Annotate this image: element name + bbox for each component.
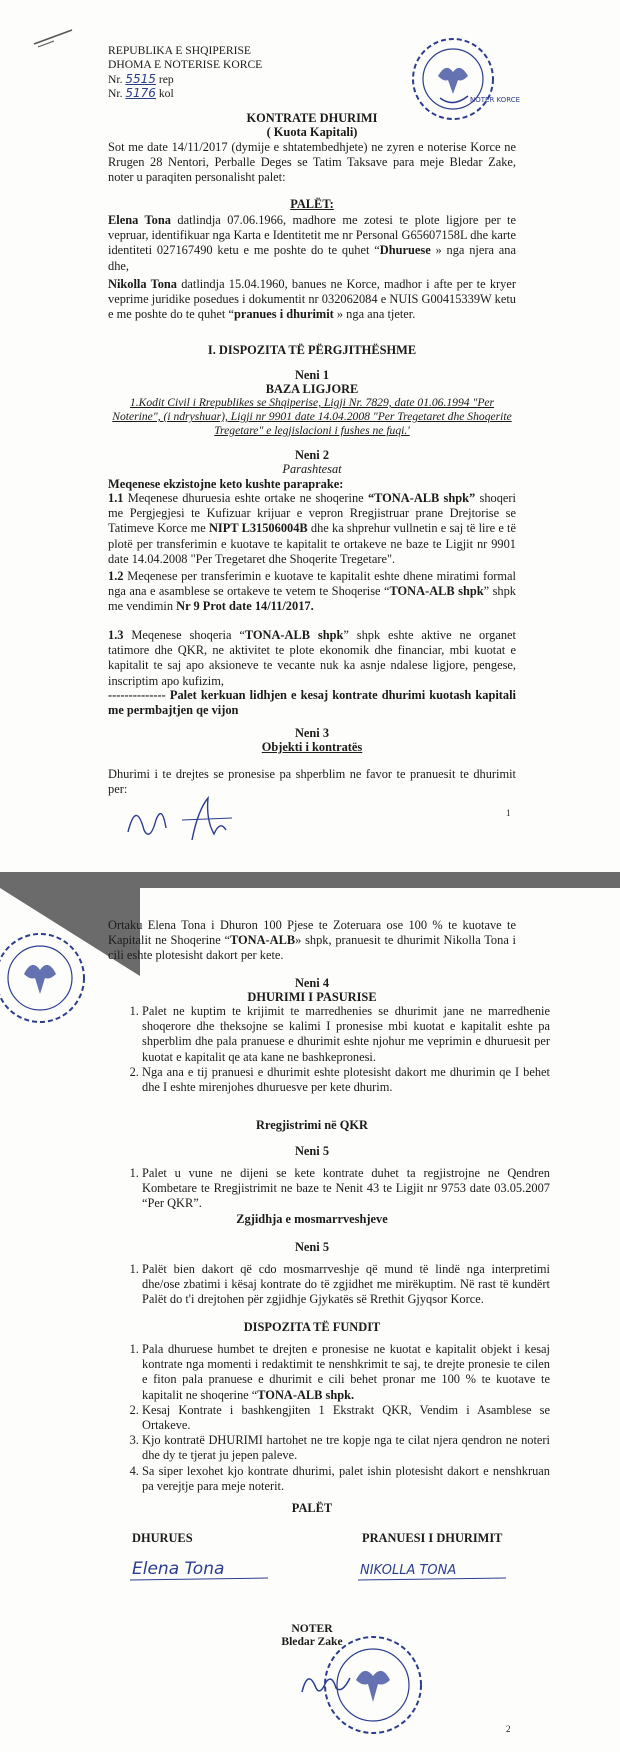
list-item: 1. Palët bien dakort që cdo mosmarrveshje që mund të lindë nga interpretimi dhe/ose zbatimi i kësaj kontrate do të zgjidhet me mirëkuptim. Në rast të kundërt Palët do t'i drejtohen për zgjidhje Gjykatës së Rrethit Gjyqsor Korce. [142, 1262, 550, 1308]
neni2-clause-1-2: 1.2 Meqenese per transferimin e kuotave te kapitalit eshte dhene miratimi formal nga ana e asamblese se ortakeve te vetem te Shoqerise “TONA-ALB shpk” shpk me vendimin Nr 9 Prot date 14/11/2017. [108, 569, 516, 614]
seal-text: NOTER KORCE [470, 96, 521, 104]
final-heading: DISPOZITA TË FUNDIT [243, 1320, 381, 1334]
neni1-text: 1.Kodit Civil i Rrepublikes se Shqiperise, Ligji Nr. 7829, date 01.06.1994 "Per Noterine", (i ndryshuar), Ligji nr 9901 date 14.04.2008 "Per Tregetaret dhe Shoqerite Tregetare" e legjislacioni i fushes ne fuqi.' [112, 396, 512, 437]
intro-paragraph: Sot me date 14/11/2017 (dymije e shtatembedhjete) ne zyren e noterise Korce ne Rrugen 28 Nentori, Perballe Deges se Tatim Taksave para meje Bledar Zake, noter u paraqiten personalisht palet: [108, 140, 516, 185]
list-item: 2. Kesaj Kontrate i bashkengjiten 1 Ekstrakt QKR, Vendim i Asamblese se Ortakeve. [142, 1403, 550, 1433]
contract-title: KONTRATE DHURIMI [246, 111, 378, 125]
list-item: 1. Palet ne kuptim te krijimit te marredhenies se dhurimit jane ne marredhenie shoqerore dhe theksojne se kalimi I pronesise mbi kuotat e kapitalit eshte pa shperblim dhe pala pranuese e dhurimit eshte njohur me veprimin e dhuruesit per kuotat e kapitalit qe ata kane ne bashkepronesi. [142, 1004, 550, 1065]
header-nr-rep: Nr. 5515 rep [108, 72, 174, 86]
header-chamber: DHOMA E NOTERISE KORCE [108, 58, 263, 71]
neni2-title: Parashtesat [282, 462, 342, 476]
neni4-list [108, 1004, 550, 1095]
header-nr-kol: Nr. 5176 kol [108, 86, 174, 100]
neni2-clause-1-1: 1.1 Meqenese dhuruesia eshte ortake ne shoqerine “TONA-ALB shpk” shoqeri me Pergjegjesi te Kufizuar krijuar e vepron Rregjistruar prane Drejtorise se Tatimeve Korce me NIPT L31506004B dhe ka shprehur vullnetin e saj të lire e të plotë per transferimin e kuotave te kapitalit te ortakeve ne baze te Ligjit nr 9901 date 14.04.2008 "Per Tregetaret dhe Shoqerite Tregetare". [108, 491, 516, 566]
recipient-signature [356, 1548, 516, 1593]
signatures-heading: PALËT [291, 1501, 333, 1515]
neni5a-list [108, 1166, 550, 1212]
nr-rep-value: 5515 [125, 72, 156, 86]
neni3-text: Dhurimi i te drejtes se pronesise pa shperblim ne favor te pranuesit te dhurimit per: [108, 767, 516, 797]
notary-name: Bledar Zake [281, 1635, 343, 1648]
svg-text:NIKOLLA TONA: NIKOLLA TONA [360, 1563, 457, 1578]
contract-subtitle: ( Kuota Kapitali) [266, 125, 358, 139]
notary-label: NOTER [291, 1622, 333, 1635]
neni5b-list [108, 1262, 550, 1308]
donor-signature [128, 1548, 278, 1593]
document-page-2 [0, 888, 620, 1752]
page-number-2: 2 [506, 1724, 511, 1734]
donor-label: DHURUES [132, 1531, 193, 1545]
neni3-title: Objekti i kontratës [261, 740, 363, 754]
dispute-heading: Zgjidhja e mosmarrveshjeve [236, 1212, 388, 1226]
list-item: 4. Sa siper lexohet kjo kontrate dhurimi, palet ishin plotesisht dakort e nenshkruan pa verejtje para meje noterit. [142, 1464, 550, 1494]
neni1-title: BAZA LIGJORE [265, 382, 359, 396]
donor-paragraph: Elena Tona datlindja 07.06.1966, madhore me zotesi te plote ligjore per te vepruar, identifikuar nga Karta e Identitetit me nr Personal G65607158L dhe karte identiteti 027167490 ketu e me poshte do te quhet “Dhuruese » nga njera ana dhe, [108, 213, 517, 273]
list-item: 1. Palet u vune ne dijeni se kete kontrate duhet ta regjistrojne ne Qendren Kombetare te Rregjistrimit ne baze te Nenit 43 te Ligjit nr 9753 date 03.05.2007 “Per QKR”. [142, 1166, 550, 1212]
list-item: 3. Kjo kontratë DHURIMI hartohet ne tre kopje nga te cilat njera qendron ne noteri dhe dy te tjerat ju jepen paleve. [142, 1433, 550, 1463]
neni4-label: Neni 4 [294, 976, 330, 990]
object-paragraph: Ortaku Elena Tona i Dhuron 100 Pjese te Zoteruara ose 100 % te kuotave te Kapitalit ne Shoqerine “TONA-ALB» shpk, pranuesit te dhurimit Nikolla Tona i cili eshte plotesisht dakort per kete. [108, 918, 516, 963]
final-list [108, 1342, 550, 1494]
ink-mark [32, 26, 76, 53]
neni1-label: Neni 1 [294, 368, 330, 382]
list-item: 2. Nga ana e tij pranuesi e dhurimit eshte plotesisht dakort me dhurimin qe I behet dhe I eshte mirenjohes dhuruesve per kete dhurim. [142, 1065, 550, 1095]
neni2-closing: -------------- Palet kerkuan lidhjen e kesaj kontrate dhurimi kuotash kapitali me permbajtjen qe vijon [108, 688, 516, 718]
notary-seal-2 [0, 928, 90, 1033]
header-republic: REPUBLIKA E SHQIPERISE [108, 44, 252, 57]
parties-heading: PALËT: [290, 197, 334, 211]
neni2-label: Neni 2 [294, 448, 330, 462]
list-item: 1. Pala dhuruese humbet te drejten e pronesise ne kuotat e kapitalit objekt i kesaj kontrate nga momenti i redaktimit te nenshkrimit te saj, te drejte pronesie te cilen e fiton pala pranuese e dhurimit e cili behet pronar me 100 % te kuotave te kapitalit ne shoqerine “TONA-ALB shpk. [142, 1342, 550, 1403]
neni4-title: DHURIMI I PASURISE [247, 990, 377, 1004]
neni2-clause-1-3: 1.3 Meqenese shoqeria “TONA-ALB shpk” shpk eshte aktive ne organet tatimore dhe QKR, ne aktivitet te plote ekonomik dhe financiar, mbi kuotat e kapitalit te saj apo aksioneve te vecante nuk ka asnje ndalese ligjore, pengese, inscriptim apo kufizim, [108, 628, 516, 688]
neni3-label: Neni 3 [294, 726, 330, 740]
page-separator [0, 872, 620, 888]
neni5a-label: Neni 5 [294, 1144, 330, 1158]
document-page-1 [0, 0, 620, 872]
nr-kol-value: 5176 [125, 86, 156, 100]
notary-signature [298, 1664, 368, 1705]
neni5b-label: Neni 5 [294, 1240, 330, 1254]
section-general-provisions: I. DISPOZITA TË PËRGJITHËSHME [207, 343, 417, 357]
qkr-heading: Rregjistrimi në QKR [256, 1118, 368, 1132]
page-number-1: 1 [506, 808, 511, 818]
recipient-label: PRANUESI I DHURIMIT [362, 1531, 503, 1545]
recipient-paragraph: Nikolla Tona datlindja 15.04.1960, banues ne Korce, madhor i afte per te kryer veprime juridike posedues i dokumentit nr 032062084 e NUIS G00415339W ketu e me poshte do te quhet “pranues i dhurimit » nga ana tjeter. [108, 277, 516, 322]
initials-signature-1 [122, 790, 242, 855]
svg-text:Elena Tona: Elena Tona [132, 1559, 225, 1579]
neni2-lead: Meqenese ekzistojne keto kushte paraprake: [108, 477, 344, 491]
